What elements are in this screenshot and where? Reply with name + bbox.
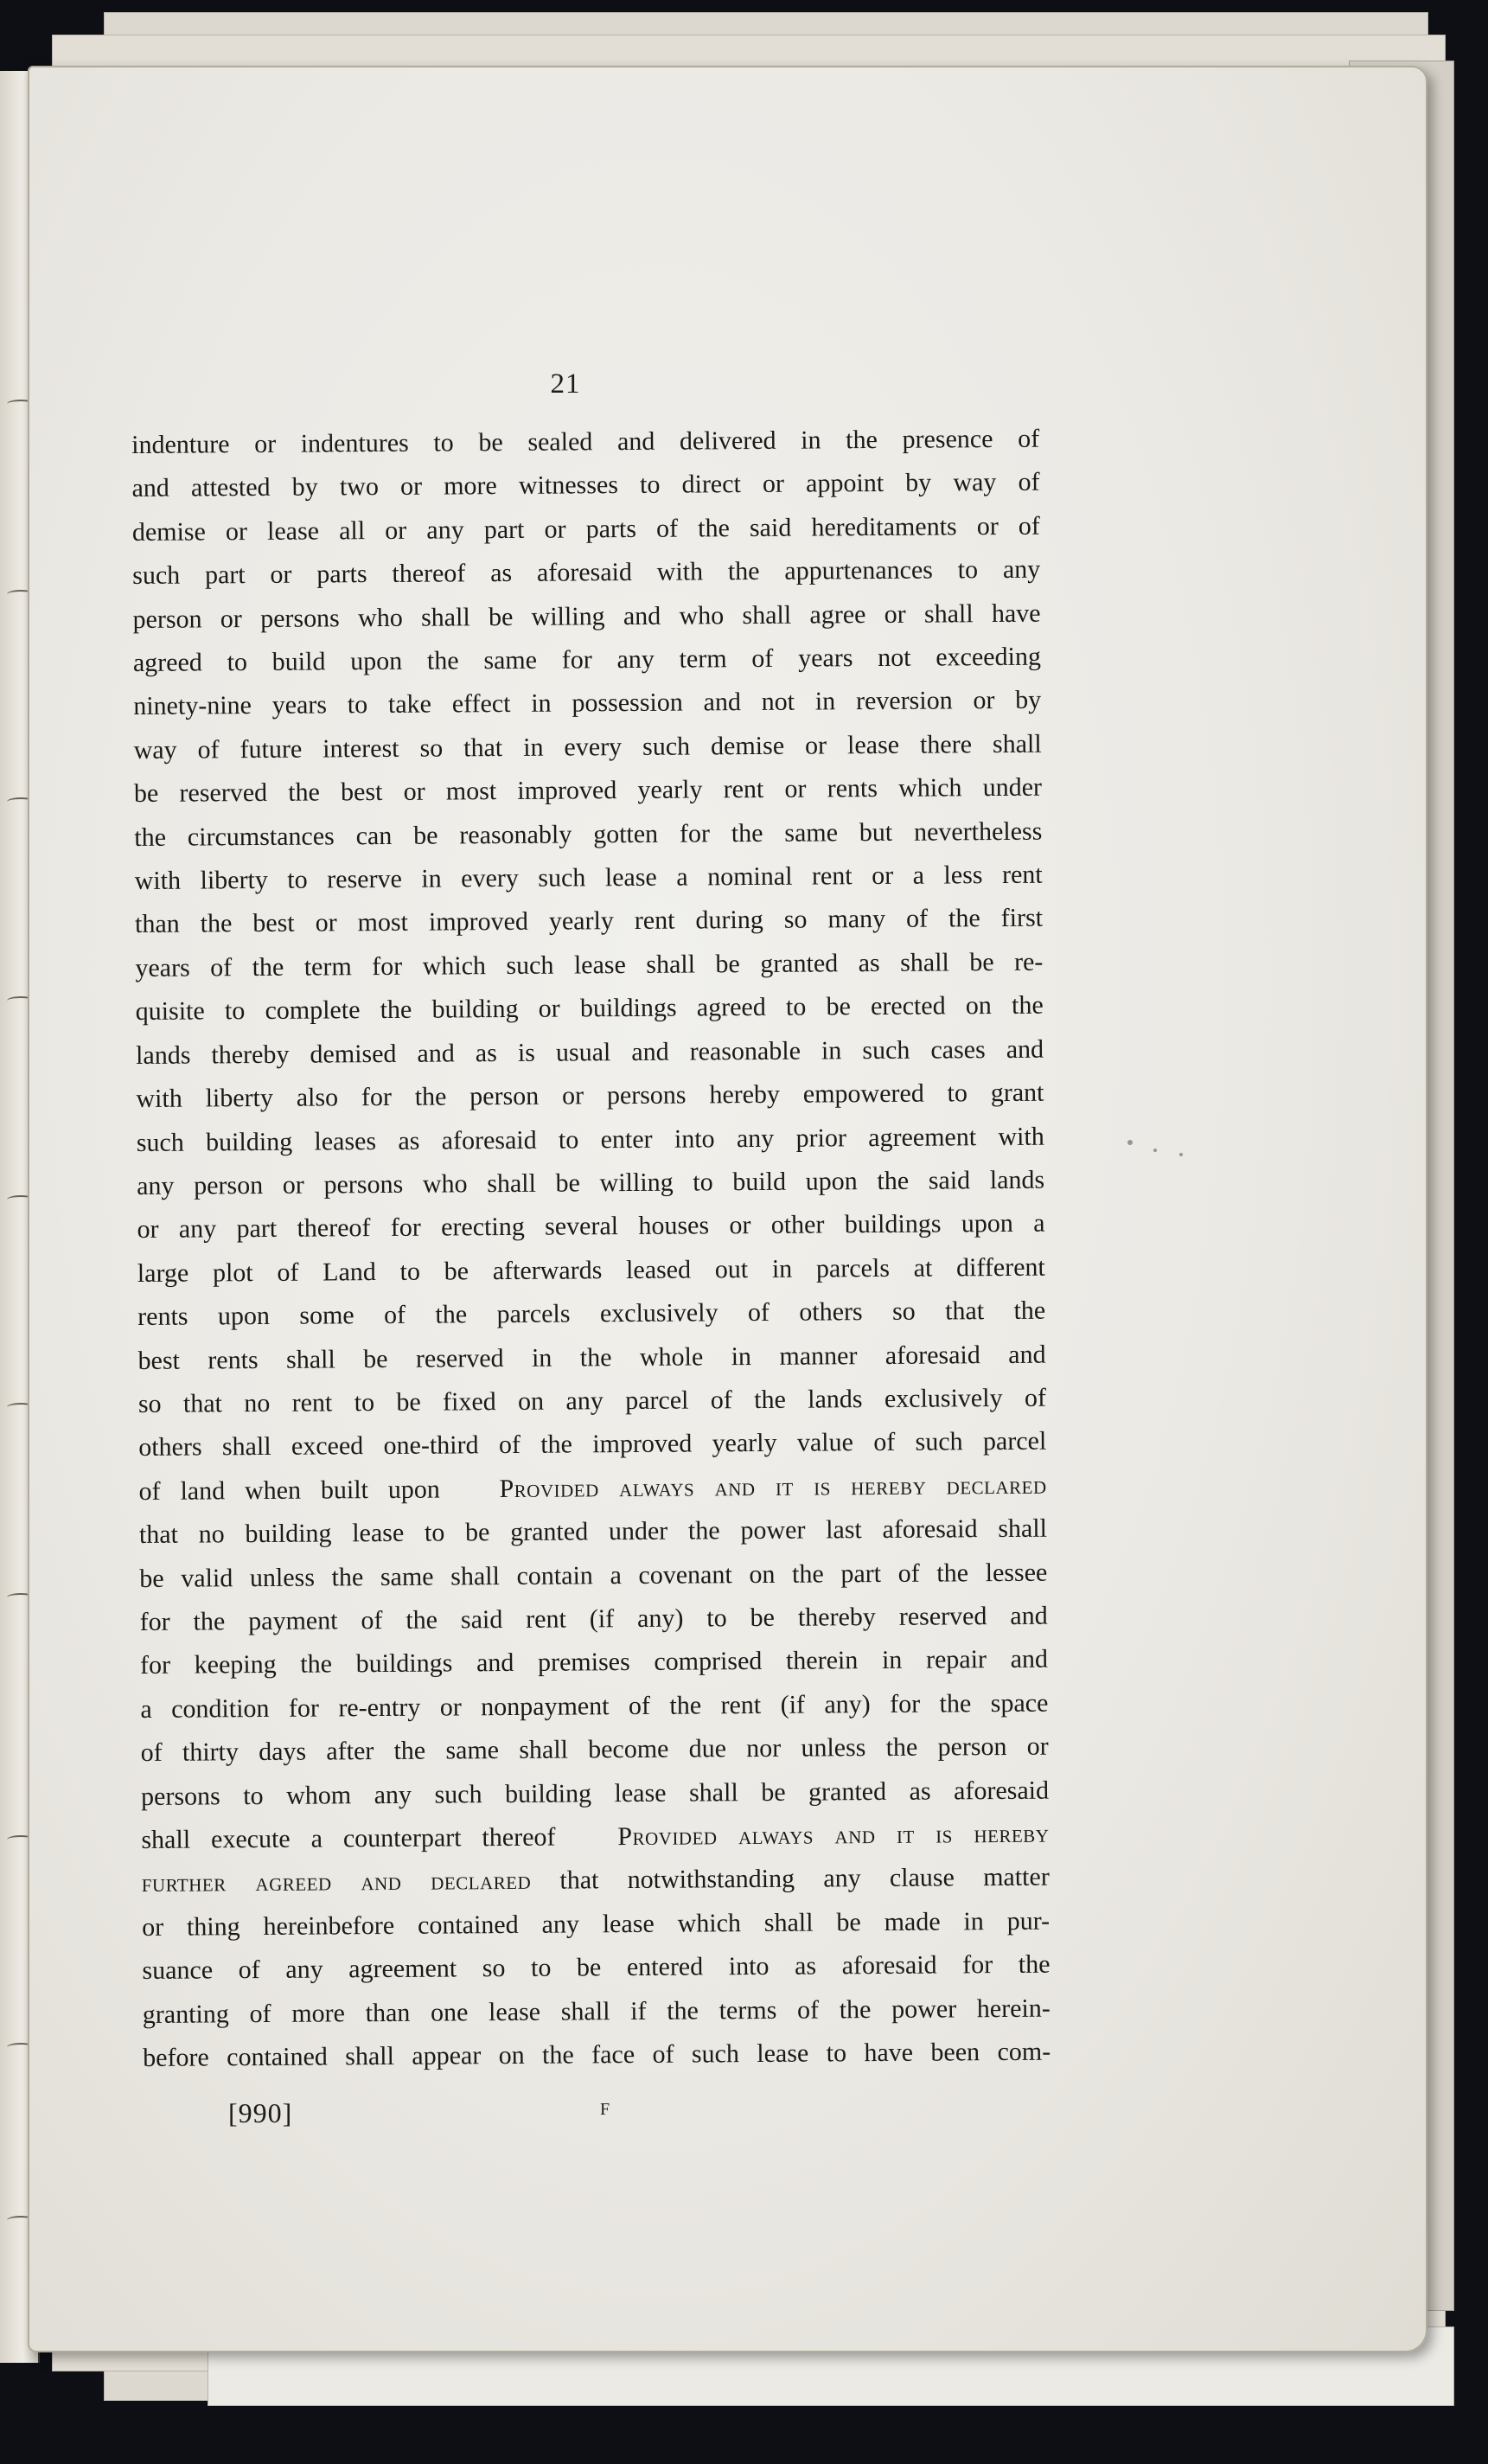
text-line: large plot of Land to be afterwards leased out in parcels at different xyxy=(137,1252,1045,1288)
text-line: so that no rent to be fixed on any parcel of the lands exclusively of xyxy=(137,1383,1047,1418)
text-line: the circumstances can be reasonably gotten for the same but nevertheless xyxy=(134,816,1043,852)
text-line: or any part thereof for erecting several houses or other buildings upon a xyxy=(137,1208,1045,1245)
text-line: be reserved the best or most improved yearly rent or rents which under xyxy=(133,772,1043,809)
text-tail: that notwithstanding any clause matter xyxy=(559,1863,1050,1895)
text-line: and attested by two or more witnesses to direct or appoint by way of xyxy=(131,468,1040,503)
text-line: granting of more than one lease shall if the terms of the power herein- xyxy=(142,1994,1051,2029)
text-line: best rents shall be reserved in the whole in manner aforesaid and xyxy=(137,1340,1046,1375)
text-line: suance of any agreement so to be entered into as aforesaid for the xyxy=(142,1949,1051,1986)
text-line: for the payment of the said rent (if any) to be thereby reserved and xyxy=(139,1601,1048,1636)
text-line: years of the term for which such lease shall be granted as shall be re- xyxy=(135,947,1044,982)
text-line: such part or parts thereof as aforesaid with the appurtenances to any xyxy=(132,554,1041,591)
text-line: agreed to build upon the same for any term of years not exceeding xyxy=(132,642,1042,678)
text-line: with liberty to reserve in every such lease a nominal rent or a less rent xyxy=(134,860,1043,896)
text-line: any person or persons who shall be willing to build upon the said lands xyxy=(137,1165,1045,1200)
text-line: rents upon some of the parcels exclusively of others so that the xyxy=(137,1296,1046,1332)
text-line-proviso xyxy=(141,1813,1049,1863)
text-line: of thirty days after the same shall become due nor unless the person or xyxy=(140,1731,1049,1768)
text-line: with liberty also for the person or persons hereby empowered to grant xyxy=(136,1078,1044,1114)
proviso-caps: Provided always and it is hereby xyxy=(617,1819,1050,1852)
text-line: a condition for re-entry or nonpayment of the rent (if any) for the space xyxy=(140,1688,1049,1724)
proviso-caps: further agreed and declared xyxy=(141,1866,532,1898)
paper-speck xyxy=(1153,1149,1157,1152)
text-line: before contained shall appear on the face of such lease to have been com- xyxy=(143,2037,1051,2072)
page-number: 21 xyxy=(550,368,581,400)
text-line: lands thereby demised and as is usual and reasonable in such cases and xyxy=(135,1034,1044,1070)
printer-signature-mark: [990] xyxy=(228,2097,293,2128)
text-line: for keeping the buildings and premises comprised therein in repair and xyxy=(139,1645,1049,1680)
text-line-proviso xyxy=(138,1463,1046,1514)
text-lead: shall execute a counterpart thereof xyxy=(141,1822,556,1854)
text-line-proviso xyxy=(142,1856,1050,1906)
text-line: that no building lease to be granted under the power last aforesaid shall xyxy=(138,1514,1048,1550)
text-line: indenture or indentures to be sealed and delivered in the presence of xyxy=(131,424,1040,459)
text-line: or thing hereinbefore contained any lease which shall be made in pur- xyxy=(142,1906,1051,1942)
text-lead: of land when built upon xyxy=(138,1475,440,1506)
text-line: person or persons who shall be willing and who shall agree or shall have xyxy=(132,598,1041,634)
sheet-signature-letter: F xyxy=(600,2100,610,2119)
text-line: persons to whom any such building lease shall be granted as aforesaid xyxy=(140,1776,1050,1811)
text-line: such building leases as aforesaid to enter into any prior agreement with xyxy=(136,1122,1044,1157)
document-page xyxy=(28,66,1427,2352)
paper-speck xyxy=(1127,1140,1133,1145)
body-text xyxy=(131,418,1051,2081)
text-line: ninety-nine years to take effect in possession and not in reversion or by xyxy=(133,686,1042,721)
paper-speck xyxy=(1179,1153,1183,1156)
text-line: than the best or most improved yearly rent during so many of the first xyxy=(134,904,1044,939)
text-line: demise or lease all or any part or parts of the said hereditaments or of xyxy=(131,511,1040,547)
proviso-caps: Provided always and it is hereby declared xyxy=(499,1470,1047,1503)
text-line: others shall exceed one-third of the improved yearly value of such parcel xyxy=(138,1426,1047,1462)
text-line: be valid unless the same shall contain a covenant on the part of the lessee xyxy=(139,1558,1048,1593)
text-line: quisite to complete the building or buildings agreed to be erected on the xyxy=(135,990,1044,1027)
text-line: way of future interest so that in every such demise or lease there shall xyxy=(133,729,1042,765)
